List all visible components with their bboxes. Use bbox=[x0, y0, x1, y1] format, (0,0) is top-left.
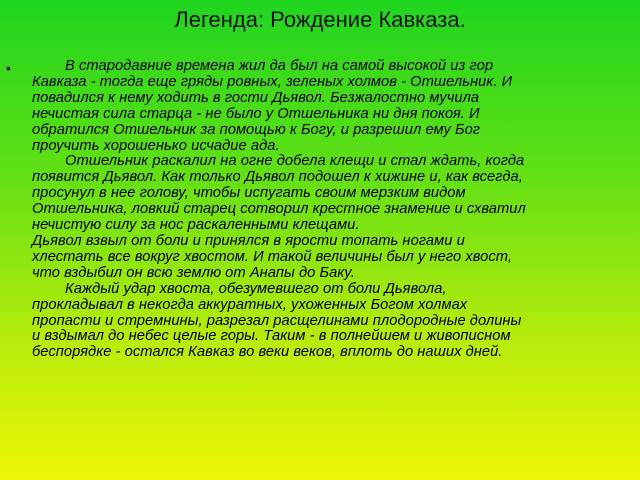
bullet-marker: • bbox=[6, 60, 11, 76]
text-line: Отшельник раскалил на огне добела клещи и стал ждать, когда bbox=[32, 153, 525, 170]
text-line: просунул в нее голову, чтобы испугать своим мерзким видом bbox=[32, 185, 466, 202]
text-line: и вздымал до небес целые горы. Таким - в полнейшем и живописном bbox=[32, 328, 511, 345]
legend-text bbox=[32, 59, 632, 361]
text-line: Дьявол взвыл от боли и принялся в ярости топать ногами и bbox=[32, 232, 465, 249]
text-line: Каждый удар хвоста, обезумевшего от боли Дьявола, bbox=[32, 280, 447, 297]
text-line: хлестать все вокруг хвостом. И такой величины был у него хвост, bbox=[32, 248, 512, 265]
text-line: проучить хорошенько исчадие ада. bbox=[32, 137, 280, 154]
text-line: Отшельника, ловкий старец сотворил крестное знамение и схватил bbox=[32, 201, 526, 218]
text-line: В стародавние времена жил да был на самой высокой из гор bbox=[32, 58, 494, 74]
text-line: Кавказа - тогда еще гряды ровных, зеленых холмов - Отшельник. И bbox=[32, 73, 513, 90]
text-line: обратился Отшельник за помощью к Богу, и разрешил ему Бог bbox=[32, 121, 481, 138]
text-line: пропасти и стремнины, разрезал расщелинами плодородные долины bbox=[32, 312, 522, 329]
text-line: появится Дьявол. Как только Дьявол подошел к хижине и, как всегда, bbox=[32, 169, 523, 186]
text-line: прокладывал в некогда аккуратных, ухоженных Богом холмах bbox=[32, 296, 468, 313]
text-line: нечистую силу за нос раскаленными клещами. bbox=[32, 217, 360, 234]
text-line: что вздыбил он всю землю от Анапы до Баку. bbox=[32, 264, 355, 281]
text-line: повадился к нему ходить в гости Дьявол. Безжалостно мучила bbox=[32, 89, 480, 106]
text-line: нечистая сила старца - не было у Отшельника ни дня покоя. И bbox=[32, 105, 480, 122]
slide-title: Легенда: Рождение Кавказа. bbox=[174, 7, 466, 32]
text-line: беспорядке - остался Кавказ во веки веков, вплоть до наших дней. bbox=[32, 344, 503, 361]
